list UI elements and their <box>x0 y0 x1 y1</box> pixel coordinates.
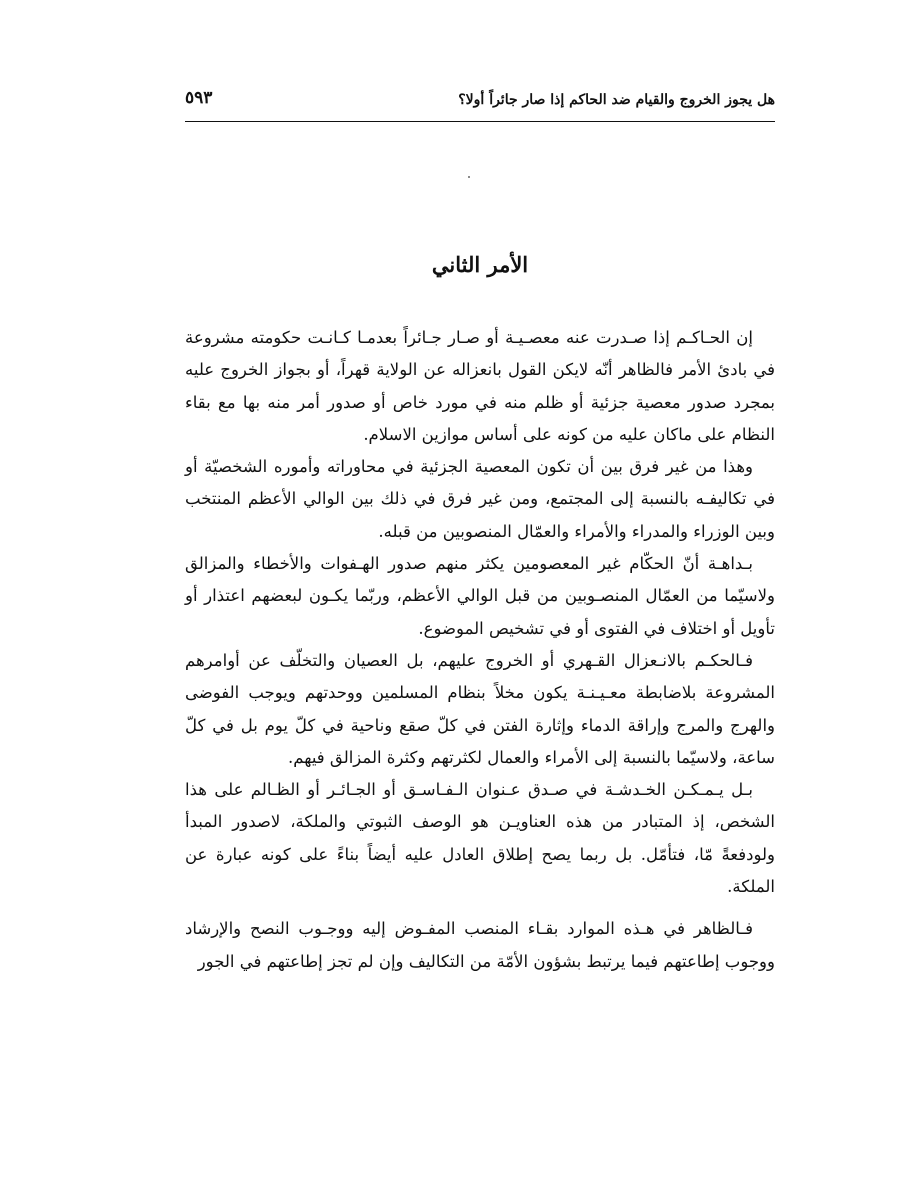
paragraph: إن الحـاكـم إذا صـدرت عنه معصـيـة أو صـار جـائراً بعدمـا كـانـت حكومته مشروعة في بادئ الأمر فالظاهر أنّه لايكن القول بانعزاله عن الولاية قهراً، أو بجواز الخروج عليه بمجرد صدور معصية جزئية أو ظلم منه في مورد خاص أو صدور أمر منه بها مع بقاء النظام على ماكان عليه من كونه على أساس موازين الاسلام. <box>185 328 775 444</box>
section-title: الأمر الثاني <box>431 252 529 277</box>
body-text <box>185 322 775 978</box>
paragraph: بـداهـة أنّ الحكّام غير المعصومين يكثر منهم صدور الهـفوات والأخطاء والمزالق ولاسيّما من العمّال المنصـوبين من قبل الوالي الأعظم، وربّما يكـون لبعضهم اعتذار أو تأويل أو اختلاف في الفتوى أو في تشخيص الموضوع. <box>185 554 775 638</box>
page-header <box>185 86 775 120</box>
paragraph: وهذا من غير فرق بين أن تكون المعصية الجزئية في محاوراته وأموره الشخصيّة أو في تكاليفـه بالنسبة إلى المجتمع، ومن غير فرق في ذلك بين الوالي الأعظم المنتخب وبين الوزراء والمدراء والأمراء والعمّال المنصوبين من قبله. <box>185 457 775 541</box>
paragraph: فـالحكـم بالانـعزال القـهري أو الخروج عليهم، بل العصيان والتخلّف عن أوامرهم المشروعة بلاضابطة معـيـنـة يكون مخلاً بنظام المسلمين ووحدتهم ويوجب الفوضى والهرج والمرج وإراقة الدماء وإثارة الفتن في كلّ صقع وناحية في كلّ يوم بل في كلّ ساعة، ولاسيّما بالنسبة إلى الأمراء والعمال لكثرتهم وكثرة المزالق فيهم. <box>185 650 775 767</box>
running-title: هل يجوز الخروج والقيام ضد الحاكم إذا صار جائراً أولا؟ <box>458 92 775 108</box>
header-rule <box>185 121 775 122</box>
page-number: ٥٩٣ <box>185 88 213 108</box>
scan-speck <box>468 176 470 178</box>
paragraph: بـل يـمـكـن الخـدشـة في صـدق عـنوان الـفـاسـق أو الجـائـر أو الظـالم على هذا الشخص، إذ المتبادر من هذه العناويـن هو الوصف الثبوتي والملكة، لاصدور المبدأ ولودفعةً مّا، فتأمّل. بل ربما يصح إطلاق العادل عليه أيضاً بناءً على كونه عبارة عن الملكة. <box>185 780 775 897</box>
paragraph: فـالظاهر في هـذه الموارد بقـاء المنصب المفـوض إليه ووجـوب النصح والإرشاد ووجوب إطاعتهم فيما يرتبط بشؤون الأمّة من التكاليف وإن لم تجز إطاعتهم في الجور <box>185 919 775 971</box>
